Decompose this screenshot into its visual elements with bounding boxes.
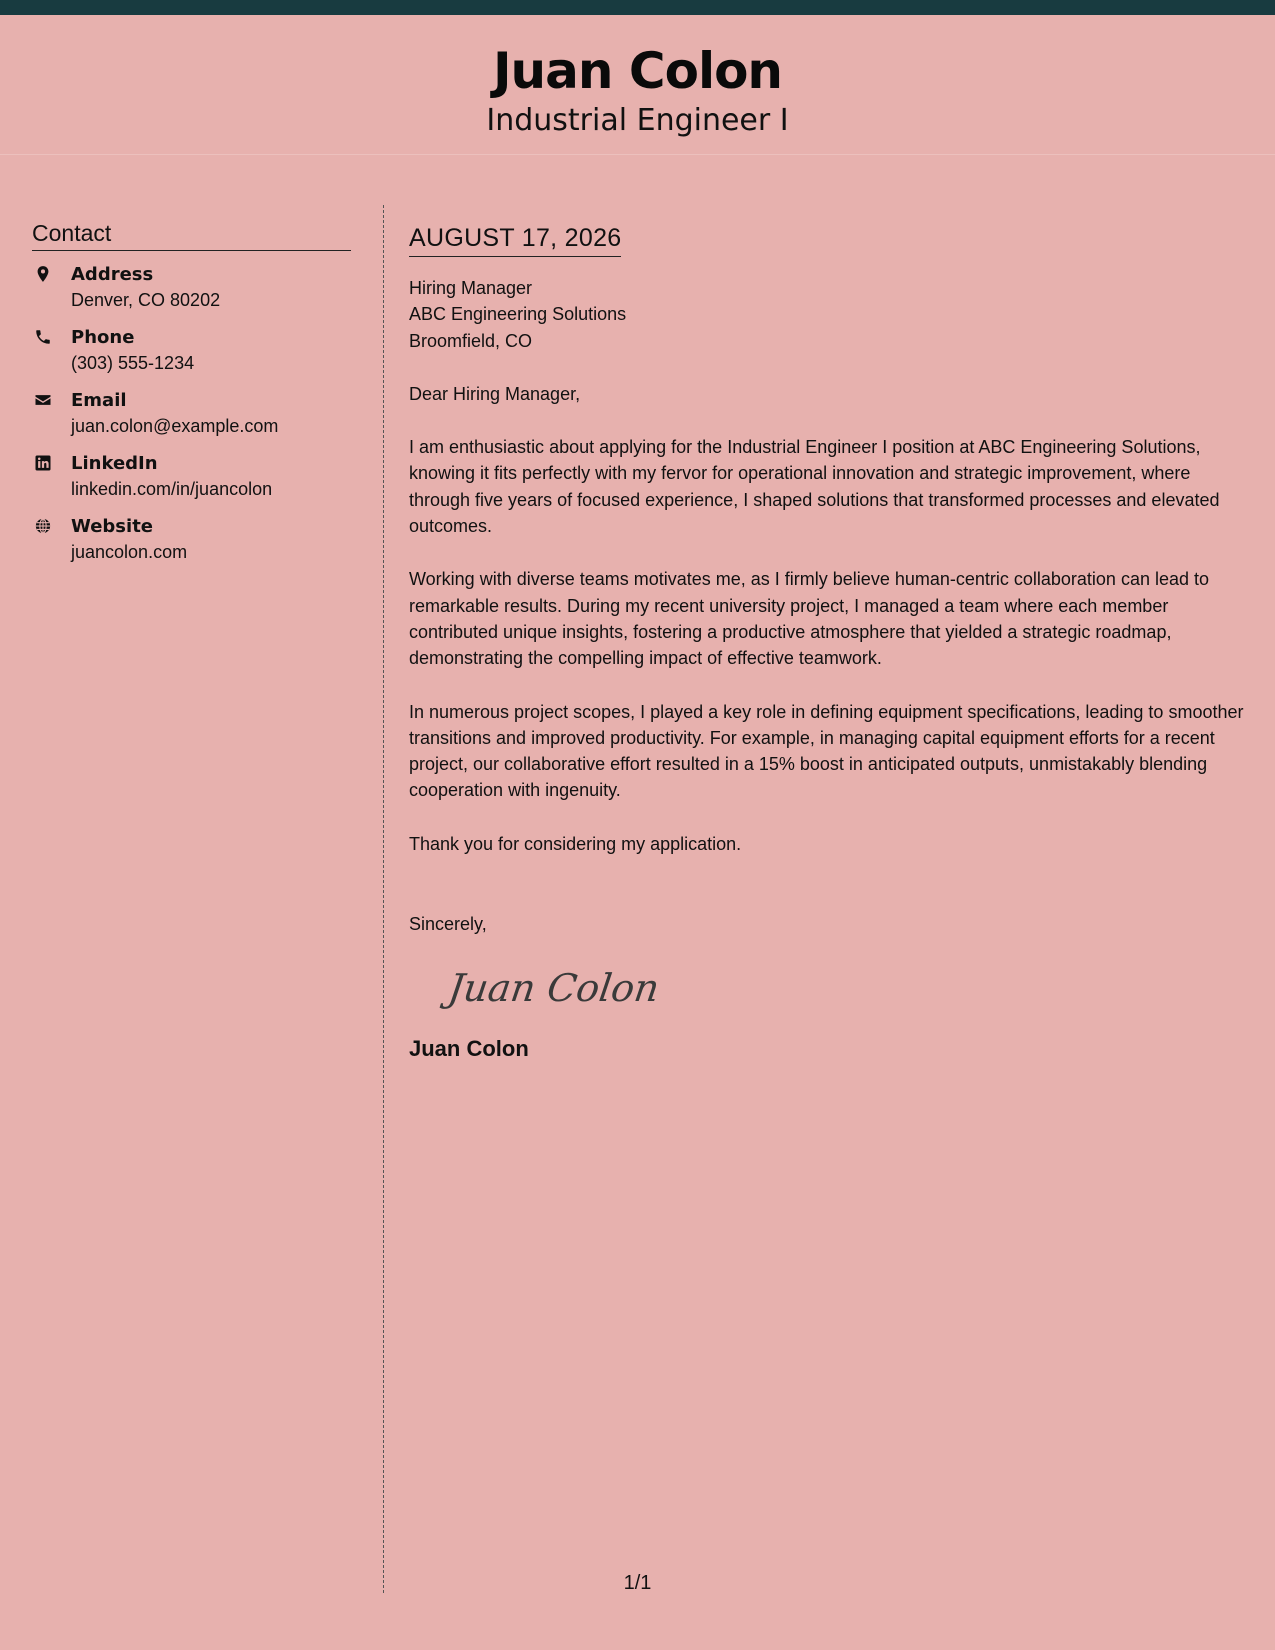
envelope-icon (34, 391, 52, 409)
closing-line: Thank you for considering my application. (409, 833, 742, 854)
phone-icon (34, 328, 52, 346)
recipient-block (409, 275, 1254, 354)
applicant-name: Juan Colon (492, 42, 783, 100)
contact-heading: Contact (32, 218, 351, 251)
contact-label: LinkedIn (71, 453, 158, 474)
contact-item-email (32, 389, 351, 452)
sign-off: Sincerely, (409, 914, 487, 935)
svg-text:Juan Colon: Juan Colon (445, 967, 662, 1012)
salutation: Dear Hiring Manager, (409, 383, 581, 404)
linkedin-icon (34, 454, 52, 472)
body-paragraph: I am enthusiastic about applying for the Industrial Engineer I position at ABC Engineering Solutions, knowing it fits perfectly with my fervor for operational innovation and strategic improvement, where through five years of focused experience, I shaped solutions that transformed processes and elevated outcomes. (409, 437, 1220, 537)
contact-label: Phone (71, 327, 135, 348)
letter-body (409, 222, 1254, 1063)
recipient-line: Hiring Manager (409, 278, 533, 298)
signer-name: Juan Colon (409, 1036, 529, 1062)
contact-label: Website (71, 516, 154, 537)
email-value[interactable]: juan.colon@example.com (71, 416, 279, 436)
letter-date: AUGUST 17, 2026 (409, 222, 621, 257)
recipient-line: ABC Engineering Solutions (409, 304, 627, 325)
map-pin-icon (34, 265, 52, 283)
globe-icon (34, 517, 52, 535)
top-accent-bar (0, 0, 1275, 15)
column-divider (383, 205, 384, 1593)
contact-item-address (32, 263, 351, 326)
contact-item-website (32, 515, 351, 578)
contact-item-phone (32, 326, 351, 389)
linkedin-value[interactable]: linkedin.com/in/juancolon (71, 479, 273, 499)
contact-sidebar (32, 218, 351, 578)
address-value: Denver, CO 80202 (71, 290, 221, 310)
contact-item-linkedin (32, 452, 351, 515)
contact-list (32, 263, 351, 578)
recipient-line: Broomfield, CO (409, 330, 533, 351)
page-number: 1/1 (623, 1572, 652, 1594)
contact-label: Address (71, 264, 154, 285)
phone-value: (303) 555-1234 (71, 353, 195, 373)
contact-label: Email (71, 390, 127, 411)
body-paragraph: Working with diverse teams motivates me, as I firmly believe human-centric collaboration can lead to remarkable results. During my recent university project, I managed a team where each member contributed unique insights, fostering a productive atmosphere that yielded a strategic roadmap, demonstrating the compelling impact of effective teamwork. (409, 569, 1210, 669)
handwritten-signature (445, 957, 1254, 1017)
body-paragraph: In numerous project scopes, I played a key role in defining equipment specifications, leading to smoother transitions and improved productivity. For example, in managing capital equipment efforts for a recent project, our collaborative effort resulted in a 15% boost in anticipated outputs, unmistakably blending cooperation with ingenuity. (409, 701, 1244, 801)
website-value[interactable]: juancolon.com (71, 542, 188, 562)
job-title: Industrial Engineer I (486, 103, 789, 138)
resume-header (0, 15, 1275, 155)
